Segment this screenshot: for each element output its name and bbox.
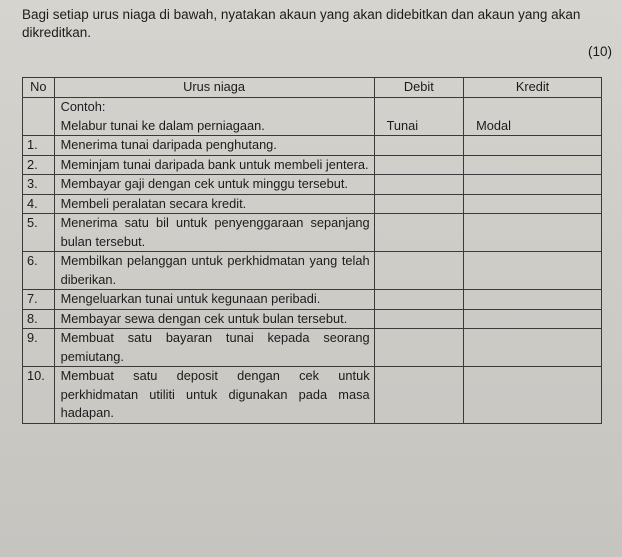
row-number: 4.: [23, 194, 55, 214]
table-header-row: [23, 78, 602, 98]
transaction-text: Menerima satu bil untuk penyenggaraan sepanjang bulan tersebut.: [54, 214, 374, 252]
row-number: 3.: [23, 175, 55, 195]
debit-answer-cell[interactable]: [374, 194, 463, 214]
table-row: [23, 214, 602, 252]
transaction-text: Membuat satu bayaran tunai kepada seorang pemiutang.: [54, 329, 374, 367]
table-row: [23, 329, 602, 367]
row-number: 5.: [23, 214, 55, 252]
example-transaction-cell: [54, 98, 374, 136]
transaction-text: Mengeluarkan tunai untuk kegunaan peribadi.: [54, 290, 374, 310]
debit-answer-cell[interactable]: [374, 367, 463, 424]
credit-answer-cell[interactable]: [464, 194, 602, 214]
example-row: [23, 98, 602, 136]
transaction-text: Membilkan pelanggan untuk perkhidmatan yang telah diberikan.: [54, 252, 374, 290]
row-number: 6.: [23, 252, 55, 290]
header-transaction: Urus niaga: [54, 78, 374, 98]
debit-answer-cell[interactable]: [374, 290, 463, 310]
example-credit-cell: Modal: [464, 98, 602, 136]
credit-answer-cell[interactable]: [464, 290, 602, 310]
transaction-text: Membuat satu deposit dengan cek untuk perkhidmatan utiliti untuk digunakan pada masa hadapan.: [54, 367, 374, 424]
table-row: [23, 252, 602, 290]
transaction-text: Membayar gaji dengan cek untuk minggu tersebut.: [54, 175, 374, 195]
example-label: Contoh:: [60, 99, 106, 114]
row-number: 1.: [23, 136, 55, 156]
debit-answer-cell[interactable]: [374, 214, 463, 252]
debit-answer-cell[interactable]: [374, 136, 463, 156]
transaction-text: Membeli peralatan secara kredit.: [54, 194, 374, 214]
table-row: [23, 155, 602, 175]
row-number: 8.: [23, 309, 55, 329]
example-text: Melabur tunai ke dalam perniagaan.: [60, 117, 265, 133]
credit-answer-cell[interactable]: [464, 136, 602, 156]
row-number: 2.: [23, 155, 55, 175]
marks-label: (10): [587, 44, 612, 59]
header-debit: Debit: [374, 78, 463, 98]
table-row: [23, 309, 602, 329]
table-row: [23, 194, 602, 214]
credit-answer-cell[interactable]: [464, 252, 602, 290]
debit-answer-cell[interactable]: [374, 329, 463, 367]
header-credit: Kredit: [464, 78, 602, 98]
row-number: 7.: [23, 290, 55, 310]
row-number: 10.: [23, 367, 55, 424]
transaction-table: [22, 77, 602, 424]
header-no: No: [23, 78, 55, 98]
table-row: [23, 290, 602, 310]
table-row: [23, 175, 602, 195]
transaction-text: Menerima tunai daripada penghutang.: [54, 136, 374, 156]
credit-answer-cell[interactable]: [464, 175, 602, 195]
transaction-text: Meminjam tunai daripada bank untuk membeli jentera.: [54, 155, 374, 175]
example-no-cell: [23, 98, 55, 136]
credit-answer-cell[interactable]: [464, 155, 602, 175]
debit-answer-cell[interactable]: [374, 309, 463, 329]
table-row: [23, 367, 602, 424]
credit-answer-cell[interactable]: [464, 329, 602, 367]
credit-answer-cell[interactable]: [464, 214, 602, 252]
debit-answer-cell[interactable]: [374, 175, 463, 195]
debit-answer-cell[interactable]: [374, 252, 463, 290]
credit-answer-cell[interactable]: [464, 367, 602, 424]
question-instruction: Bagi setiap urus niaga di bawah, nyatakan akaun yang akan didebitkan dan akaun yang akan dikreditkan.: [22, 7, 581, 40]
credit-answer-cell[interactable]: [464, 309, 602, 329]
example-debit-cell: Tunai: [374, 98, 463, 136]
row-number: 9.: [23, 329, 55, 367]
table-row: [23, 136, 602, 156]
debit-answer-cell[interactable]: [374, 155, 463, 175]
transaction-text: Membayar sewa dengan cek untuk bulan tersebut.: [54, 309, 374, 329]
